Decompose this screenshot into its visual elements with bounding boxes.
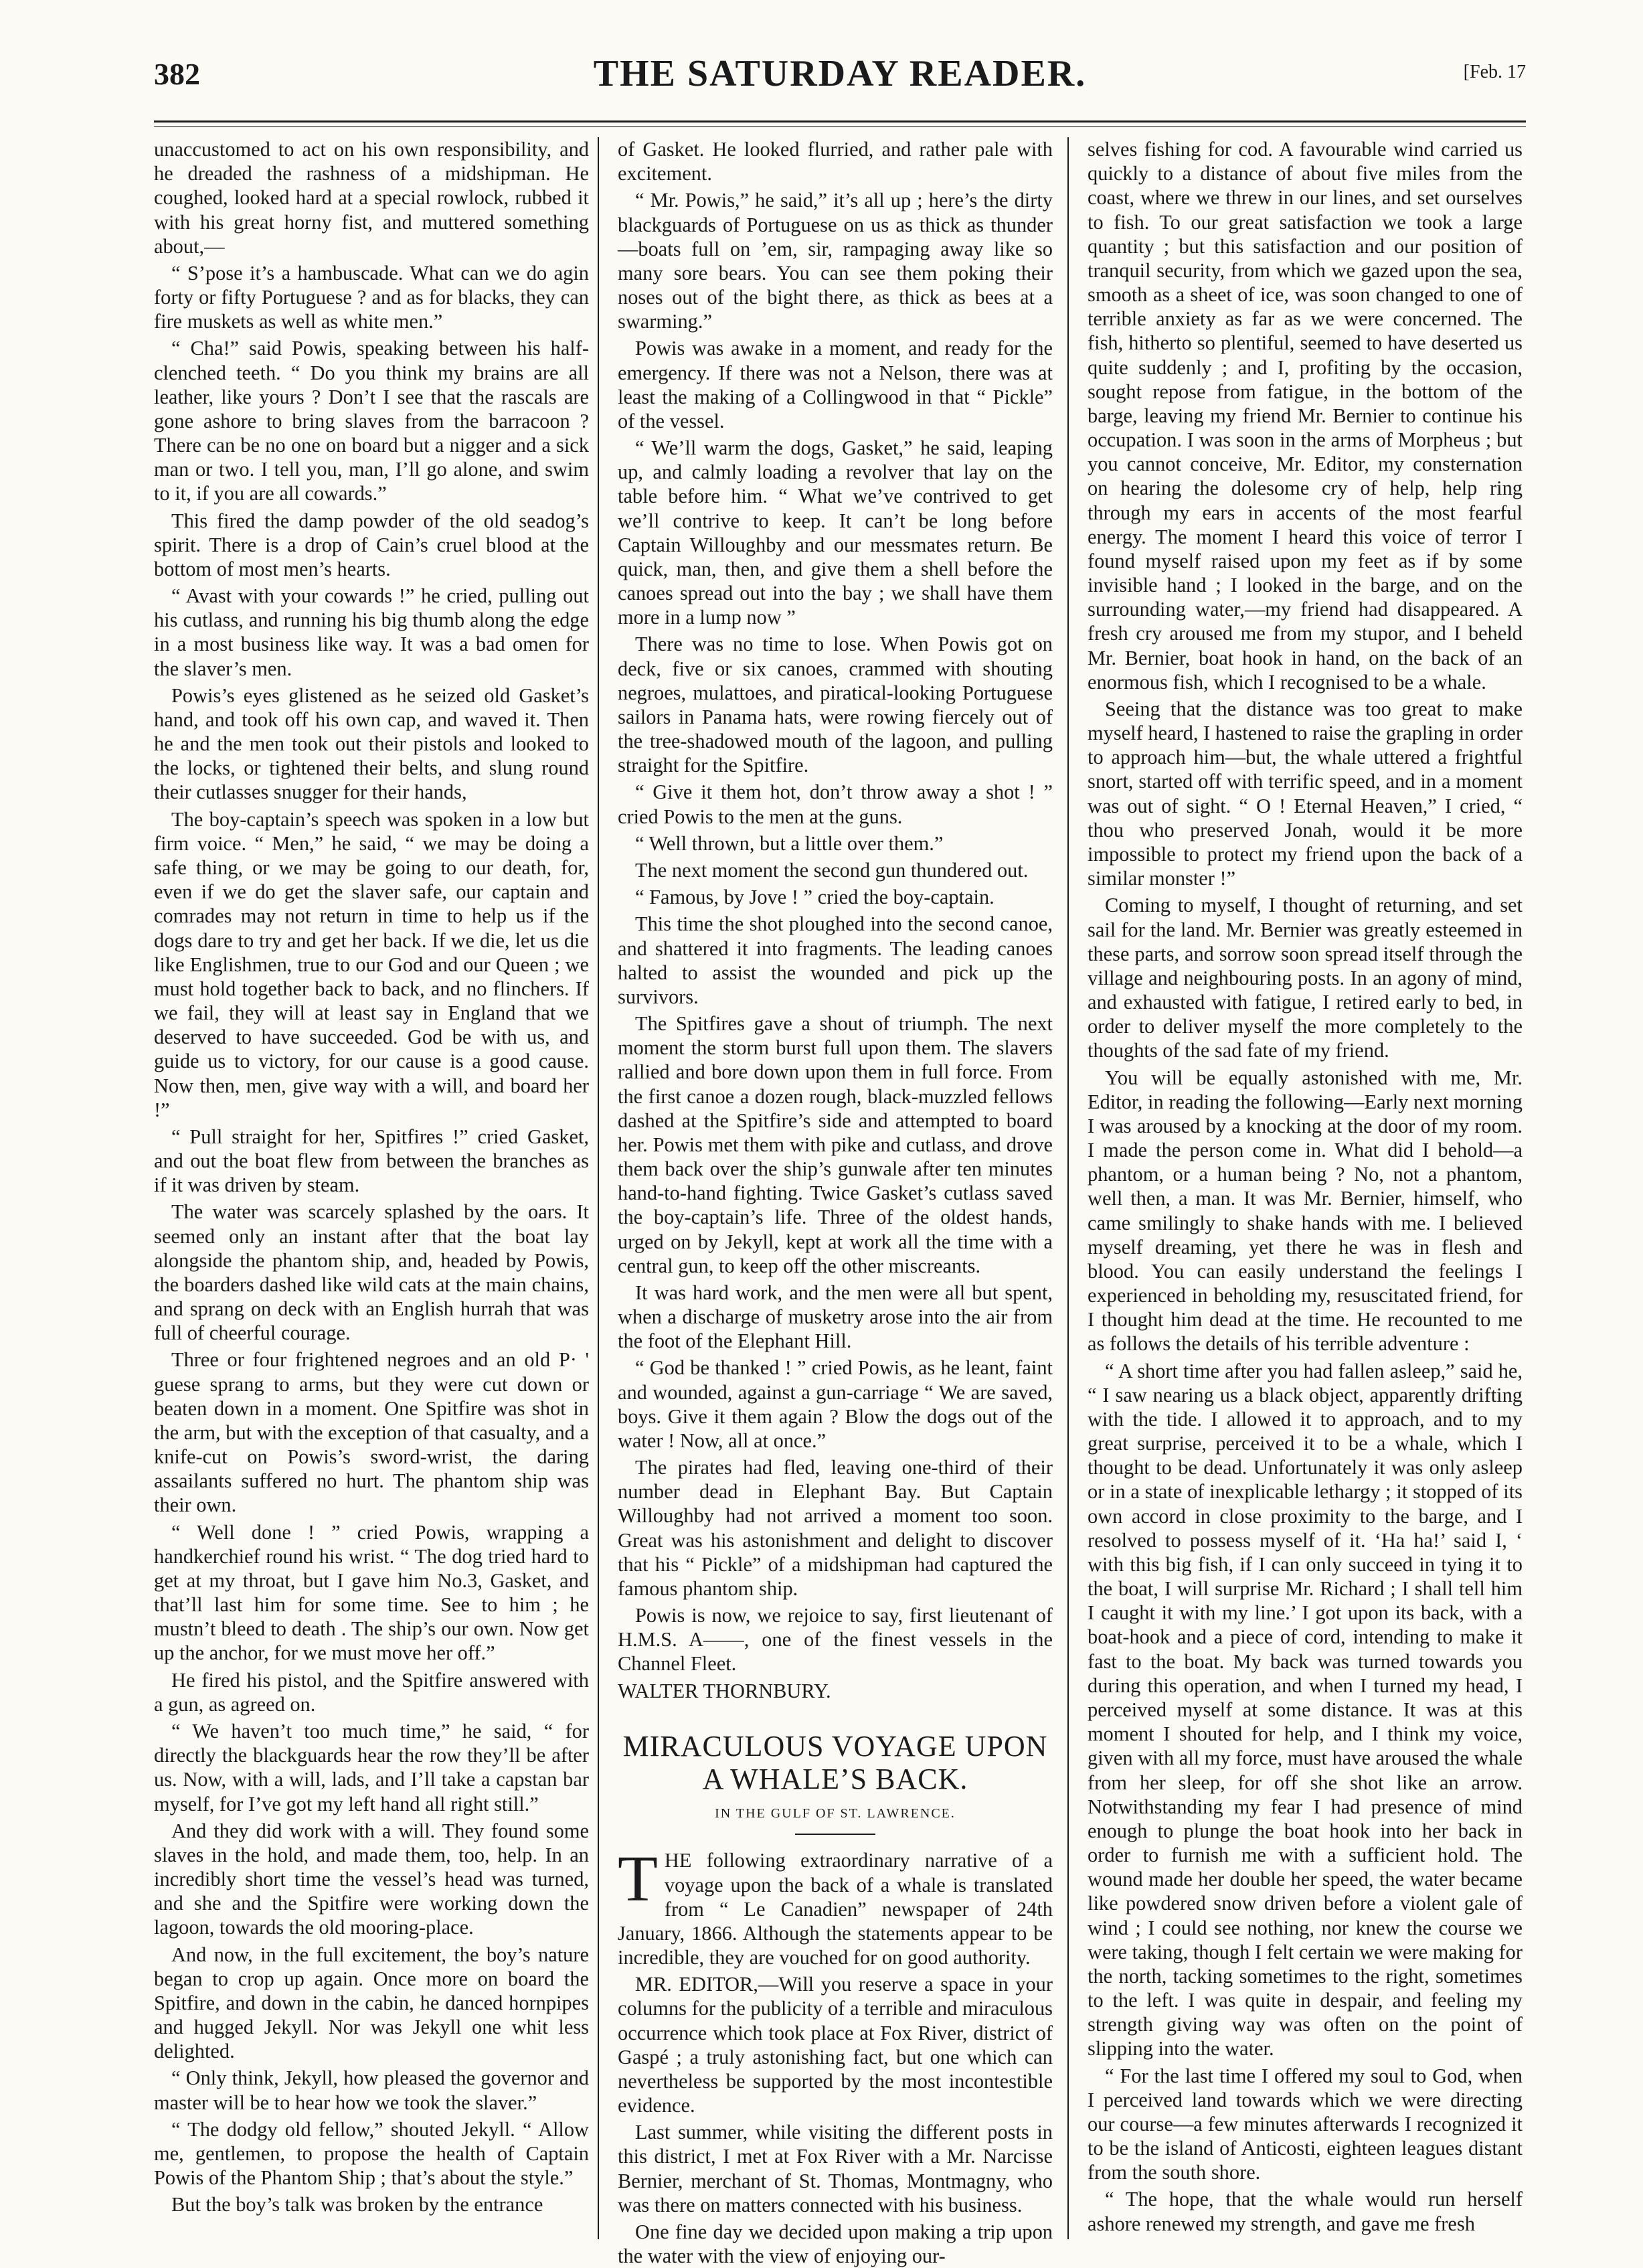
- article-title: MIRACULOUS VOYAGE UPON A WHALE’S BACK.: [622, 1729, 1048, 1796]
- article-subtitle: IN THE GULF OF ST. LAWRENCE.: [715, 1806, 956, 1821]
- page-header: [154, 47, 1526, 107]
- letter-salutation: MR. EDITOR,: [635, 1973, 758, 1996]
- author-signature: WALTER THORNBURY.: [618, 1679, 831, 1702]
- paragraph: But the boy’s talk was broken by the entrance: [171, 2193, 543, 2216]
- header-rule: [154, 120, 1526, 123]
- intro-text: HE following extraordinary narrative of a voyage upon the back of a whale is translated from “ Le Canadien” newspaper of 24th January, 1866. Although the statements appear to be incredible, they are vouched for on good authority.: [618, 1849, 1053, 1969]
- paragraph: This time the shot ploughed into the second canoe, and shattered it into fragments. The leading canoes halted to assist the wounded and pick up the survivors.: [618, 912, 1053, 1008]
- paragraph: The Spitfires gave a shout of triumph. The next moment the storm burst full upon them. The slavers rallied and bore down upon them in full force. From the first canoe a dozen rough, black-muzzled fellows dashed at the Spitfire’s side and attempted to board her. Powis met them with pike and cutlass, and drove them back over the ship’s gunwale after ten minutes hand-to-hand fighting. Twice Gasket’s cutlass saved the boy-captain’s life. Three of the oldest hands, urged on by Jekyll, kept at work all the time with a central gun, to keep off the other miscreants.: [618, 1012, 1053, 1277]
- paragraph: The pirates had fled, leaving one-third of their number dead in Elephant Bay. But Captain Willoughby had not arrived a moment too soon. Great was his astonishment and delight to discover that his “ Pickle” of a midshipman had captured the famous phantom ship.: [618, 1456, 1053, 1600]
- paragraph: “ Pull straight for her, Spitfires !” cried Gasket, and out the boat flew from between the branches as if it was driven by steam.: [154, 1125, 589, 1197]
- drop-cap: T: [618, 1843, 658, 1916]
- letter-opening-text: —Will you reserve a space in your columns for the publicity of a terrible and miraculous occurrence which took place at Fox River, district of Gaspé ; a truly astonishing fact, but one which can nevertheless be supported by the most incontestible evidence.: [618, 1973, 1053, 2117]
- page-number: 382: [154, 57, 200, 91]
- paragraph: He fired his pistol, and the Spitfire answered with a gun, as agreed on.: [154, 1668, 589, 1716]
- page-title: THE SATURDAY READER.: [593, 53, 1087, 94]
- paragraph: Last summer, while visiting the different posts in this district, I met at Fox River with a Mr. Narcisse Bernier, merchant of St. Thomas, Montmagny, who was there on matters connected with his business.: [618, 2121, 1053, 2216]
- paragraph: And now, in the full excitement, the boy’s nature began to crop up again. Once more on board the Spitfire, and down in the cabin, he danced hornpipes and hugged Jekyll. Nor was Jekyll one whit less delighted.: [154, 1943, 589, 2063]
- paragraph: “ For the last time I offered my soul to God, when I perceived land towards which we were directing our course—a few minutes afterwards I recognized it to be the island of Anticosti, eighteen leagues distant from the south shore.: [1088, 2064, 1523, 2184]
- paragraph: “ Well done ! ” cried Powis, wrapping a handkerchief round his wrist. “ The dog tried hard to get at my throat, but I gave him No.3, Gasket, and that’ll last him for some time. See to him ; he mustn’t bleed to death . The ship’s our own. Now get up the anchor, for we must move her off.”: [154, 1520, 589, 1665]
- paragraph: The next moment the second gun thundered out.: [635, 858, 1029, 882]
- paragraph: “ We haven’t too much time,” he said, “ for directly the blackguards hear the row they’ll be after us. Now, with a will, lads, and I’ll take a capstan bar myself, for I’ve got my left hand all right still.”: [154, 1720, 589, 1815]
- paragraph: “ God be thanked ! ” cried Powis, as he leant, faint and wounded, against a gun-carriage “ We are saved, boys. Give it them again ? Blow the dogs out of the water ! Now, all at once.”: [618, 1356, 1053, 1452]
- paragraph: “ Avast with your cowards !” he cried, pulling out his cutlass, and running his big thumb along the edge in a most business like way. It was a bad omen for the slaver’s men.: [154, 584, 589, 680]
- paragraph: Powis was awake in a moment, and ready for the emergency. If there was not a Nelson, there was at least the making of a Collingwood in that “ Pickle” of the vessel.: [618, 337, 1053, 432]
- paragraph: And they did work with a will. They found some slaves in the hold, and made them, too, help. In an incredibly short time the vessel’s head was turned, and she and the Spitfire were working down the lagoon, towards the old mooring-place.: [154, 1819, 589, 1939]
- paragraph: There was no time to lose. When Powis got on deck, five or six canoes, crammed with shouting negroes, mulattoes, and piratical-looking Portuguese sailors in Panama hats, were rowing fiercely out of the tree-shadowed mouth of the lagoon, and pulling straight for the Spitfire.: [618, 633, 1053, 777]
- paragraph: “ Give it them hot, don’t throw away a shot ! ” cried Powis to the men at the guns.: [618, 781, 1053, 828]
- paragraph: You will be equally astonished with me, Mr. Editor, in reading the following—Early next morning I was aroused by a knocking at the door of my room. I made the person come in. What did I behold—a phantom, or a human being ? No, not a phantom, well then, a man. It was Mr. Bernier, himself, who came smilingly to shake hands with me. I believed myself dreaming, yet there he was in flesh and blood. You can easily understand the feelings I experienced in beholding my, resuscitated friend, for I thought him dead at the time. He recounted to me as follows the details of his terrible adventure :: [1088, 1066, 1523, 1356]
- paragraph: selves fishing for cod. A favourable wind carried us quickly to a distance of about five miles from the coast, where we threw in our lines, and set ourselves to fish. To our great satisfaction we took a large quantity ; but this satisfaction and our position of tranquil security, from which we gazed upon the sea, smooth as a sheet of ice, was soon changed to one of terrible anxiety as far as we were concerned. The fish, hitherto so plentiful, seemed to have deserted us quite suddenly ; and I, profiting by the occasion, sought repose from fatigue, in the bottom of the barge, leaving my friend Mr. Bernier to continue his occupation. I was soon in the arms of Morpheus ; but you cannot conceive, Mr. Editor, my consternation on hearing the dolesome cry of help, help ring through my ears in accents of the most fearful energy. The moment I heard this voice of terror I found myself raised upon my feet as if by some invisible hand ; I looked in the barge, and on the surrounding water,—my friend had disappeared. A fresh cry aroused me from my stupor, and I beheld Mr. Bernier, boat hook in hand, on the back of an enormous fish, which I recognised to be a whale.: [1088, 138, 1523, 694]
- column-1: [154, 137, 589, 2239]
- paragraph: Three or four frightened negroes and an old P· ' guese sprang to arms, but they were cut down or beaten down in a moment. One Spitfire was shot in the arm, but with the exception of that casualty, and a knife-cut on Powis’s sword-wrist, the daring assailants suffered no hurt. The phantom ship was their own.: [154, 1348, 589, 1517]
- column-3: [1088, 137, 1523, 2239]
- paragraph: “ We’ll warm the dogs, Gasket,” he said, leaping up, and calmly loading a revolver that lay on the table before him. “ What we’ve contrived to get we’ll contrive to keep. It can’t be long before Captain Willoughby and our messmates return. Be quick, man, then, and give them a shell before the canoes spread out into the bay ; we shall have them more in a lump now ”: [618, 436, 1053, 629]
- paragraph: Powis’s eyes glistened as he seized old Gasket’s hand, and took off his own cap, and waved it. Then he and the men took out their pistols and looked to the locks, or tightened their belts, and slung round their cutlasses snugger for their hands,: [154, 683, 589, 804]
- paragraph: “ A short time after you had fallen asleep,” said he, “ I saw nearing us a black object, apparently drifting with the tide. I allowed it to approach, and to my great surprise, perceived it to be a whale, which I thought to be dead. Unfortunately it was only asleep or in a state of inexplicable lethargy ; it stopped of its own accord in close proximity to the barge, and I resolved to possess myself of it. ‘Ha ha!’ said I, ‘ with this big fish, if I can only succeed in tying it to the boat, I will surprise Mr. Richard ; I shall tell him I caught it with my line.’ I got upon its back, with a boat-hook and a piece of cord, intending to make it fast to the boat. My back was turned towards you during this operation, and when I turned my head, I perceived myself at some distance. It was at this moment I shouted for help, and I think my voice, given with all my force, must have aroused the whale from her sleep, for off she shot like an arrow. Notwithstanding my fear I had presence of mind enough to plunge the boat hook into her back in order to furnish me with a sufficient hold. The wound made her double her speed, the water became like powdered snow driven before a violent gale of wind ; I could see nothing, nor knew the course we were taking, though I felt certain we were making for the north, tacking sometimes to the right, sometimes to the left. I was quite in despair, and feeling my strength giving way was often on the point of slipping into the water.: [1088, 1359, 1523, 2060]
- paragraph: One fine day we decided upon making a trip upon the water with the view of enjoying our-: [618, 2220, 1053, 2268]
- paragraph: unaccustomed to act on his own responsibility, and he dreaded the rashness of a midshipman. He coughed, looked hard at a special rowlock, rubbed it with his great horny fist, and muttered something about,—: [154, 138, 589, 258]
- header-rule-thin: [154, 126, 1526, 127]
- paragraph: “ The dodgy old fellow,” shouted Jekyll. “ Allow me, gentlemen, to propose the health of Captain Powis of the Phantom Ship ; that’s about the style.”: [154, 2117, 589, 2190]
- column-divider-1: [598, 137, 599, 2239]
- paragraph: Powis is now, we rejoice to say, first lieutenant of H.M.S. A——, one of the finest vessels in the Channel Fleet.: [618, 1604, 1053, 1676]
- paragraph: “ Cha!” said Powis, speaking between his half-clenched teeth. “ Do you think my brains are all leather, like yours ? Don’t I see that the rascals are gone ashore to bring slaves from the barracoon ? There can be no one on board but a nigger and a sick man or two. I tell you, man, I’ll go alone, and swim to it, if you are all cowards.”: [154, 337, 589, 505]
- paragraph: It was hard work, and the men were all but spent, when a discharge of musketry arose into the air from the foot of the Elephant Hill.: [618, 1281, 1053, 1353]
- paragraph: “ Only think, Jekyll, how pleased the governor and master will be to hear how we took the slaver.”: [154, 2067, 589, 2114]
- column-divider-2: [1067, 137, 1069, 2239]
- paragraph: This fired the damp powder of the old seadog’s spirit. There is a drop of Cain’s cruel blood at the bottom of most men’s hearts.: [154, 509, 589, 580]
- letter-opening: [618, 1972, 1053, 2117]
- paragraph: “ Mr. Powis,” he said,” it’s all up ; here’s the dirty blackguards of Portuguese on us as thick as thunder—boats full on ’em, sir, rampaging away like so many sore bears. You can see them poking their noses out of the bight there, as thick as bees at a swarming.”: [618, 189, 1053, 333]
- paragraph: The boy-captain’s speech was spoken in a low but firm voice. “ Men,” he said, “ we may be doing a safe thing, or we may be going to our death, for, even if we do get the slaver safe, our captain and comrades may not return in time to help us if the dogs dare to try and get her back. If we die, let us die like Englishmen, true to our God and our Queen ; we must hold together back to back, and no flinchers. If we fail, they will at least say in England that we deserved to have succeeded. God be with us, and guide us to victory, for our cause is a good cause. Now then, men, give way with a will, and board her !”: [154, 807, 589, 1121]
- page-date: [Feb. 17: [1463, 62, 1526, 82]
- paragraph: “ Famous, by Jove ! ” cried the boy-captain.: [635, 886, 995, 909]
- paragraph: “ Well thrown, but a little over them.”: [635, 831, 944, 855]
- paragraph: The water was scarcely splashed by the oars. It seemed only an instant after that the boat lay alongside the phantom ship, and, headed by Powis, the boarders dashed like wild cats at the main chains, and sprang on deck with an English hurrah that was full of cheerful courage.: [154, 1200, 589, 1345]
- paragraph: Seeing that the distance was too great to make myself heard, I hastened to raise the grapling in order to approach him—but, the whale uttered a frightful snort, started off with terrific speed, and in a moment was out of sight. “ O ! Eternal Heaven,” I cried, “ thou who preserved Jonah, would it be more impossible to protect my friend upon the back of a similar monster !”: [1088, 697, 1523, 890]
- paragraph: of Gasket. He looked flurried, and rather pale with excitement.: [618, 138, 1053, 185]
- paragraph: Coming to myself, I thought of returning, and set sail for the land. Mr. Bernier was greatly esteemed in these parts, and sorrow soon spread itself through the village and neighbouring posts. In an agony of mind, and exhausted with fatigue, I retired early to bed, in order to deliver myself the more completely to the thoughts of the sad fate of my friend.: [1088, 894, 1523, 1062]
- title-divider: [795, 1834, 875, 1835]
- paragraph: “ S’pose it’s a hambuscade. What can we do agin forty or fifty Portuguese ? and as for blacks, they can fire muskets as well as white men.”: [154, 261, 589, 333]
- paragraph: “ The hope, that the whale would run herself ashore renewed my strength, and gave me fresh: [1088, 2188, 1523, 2235]
- article-intro: [618, 1843, 1053, 1969]
- column-2: [618, 137, 1053, 2268]
